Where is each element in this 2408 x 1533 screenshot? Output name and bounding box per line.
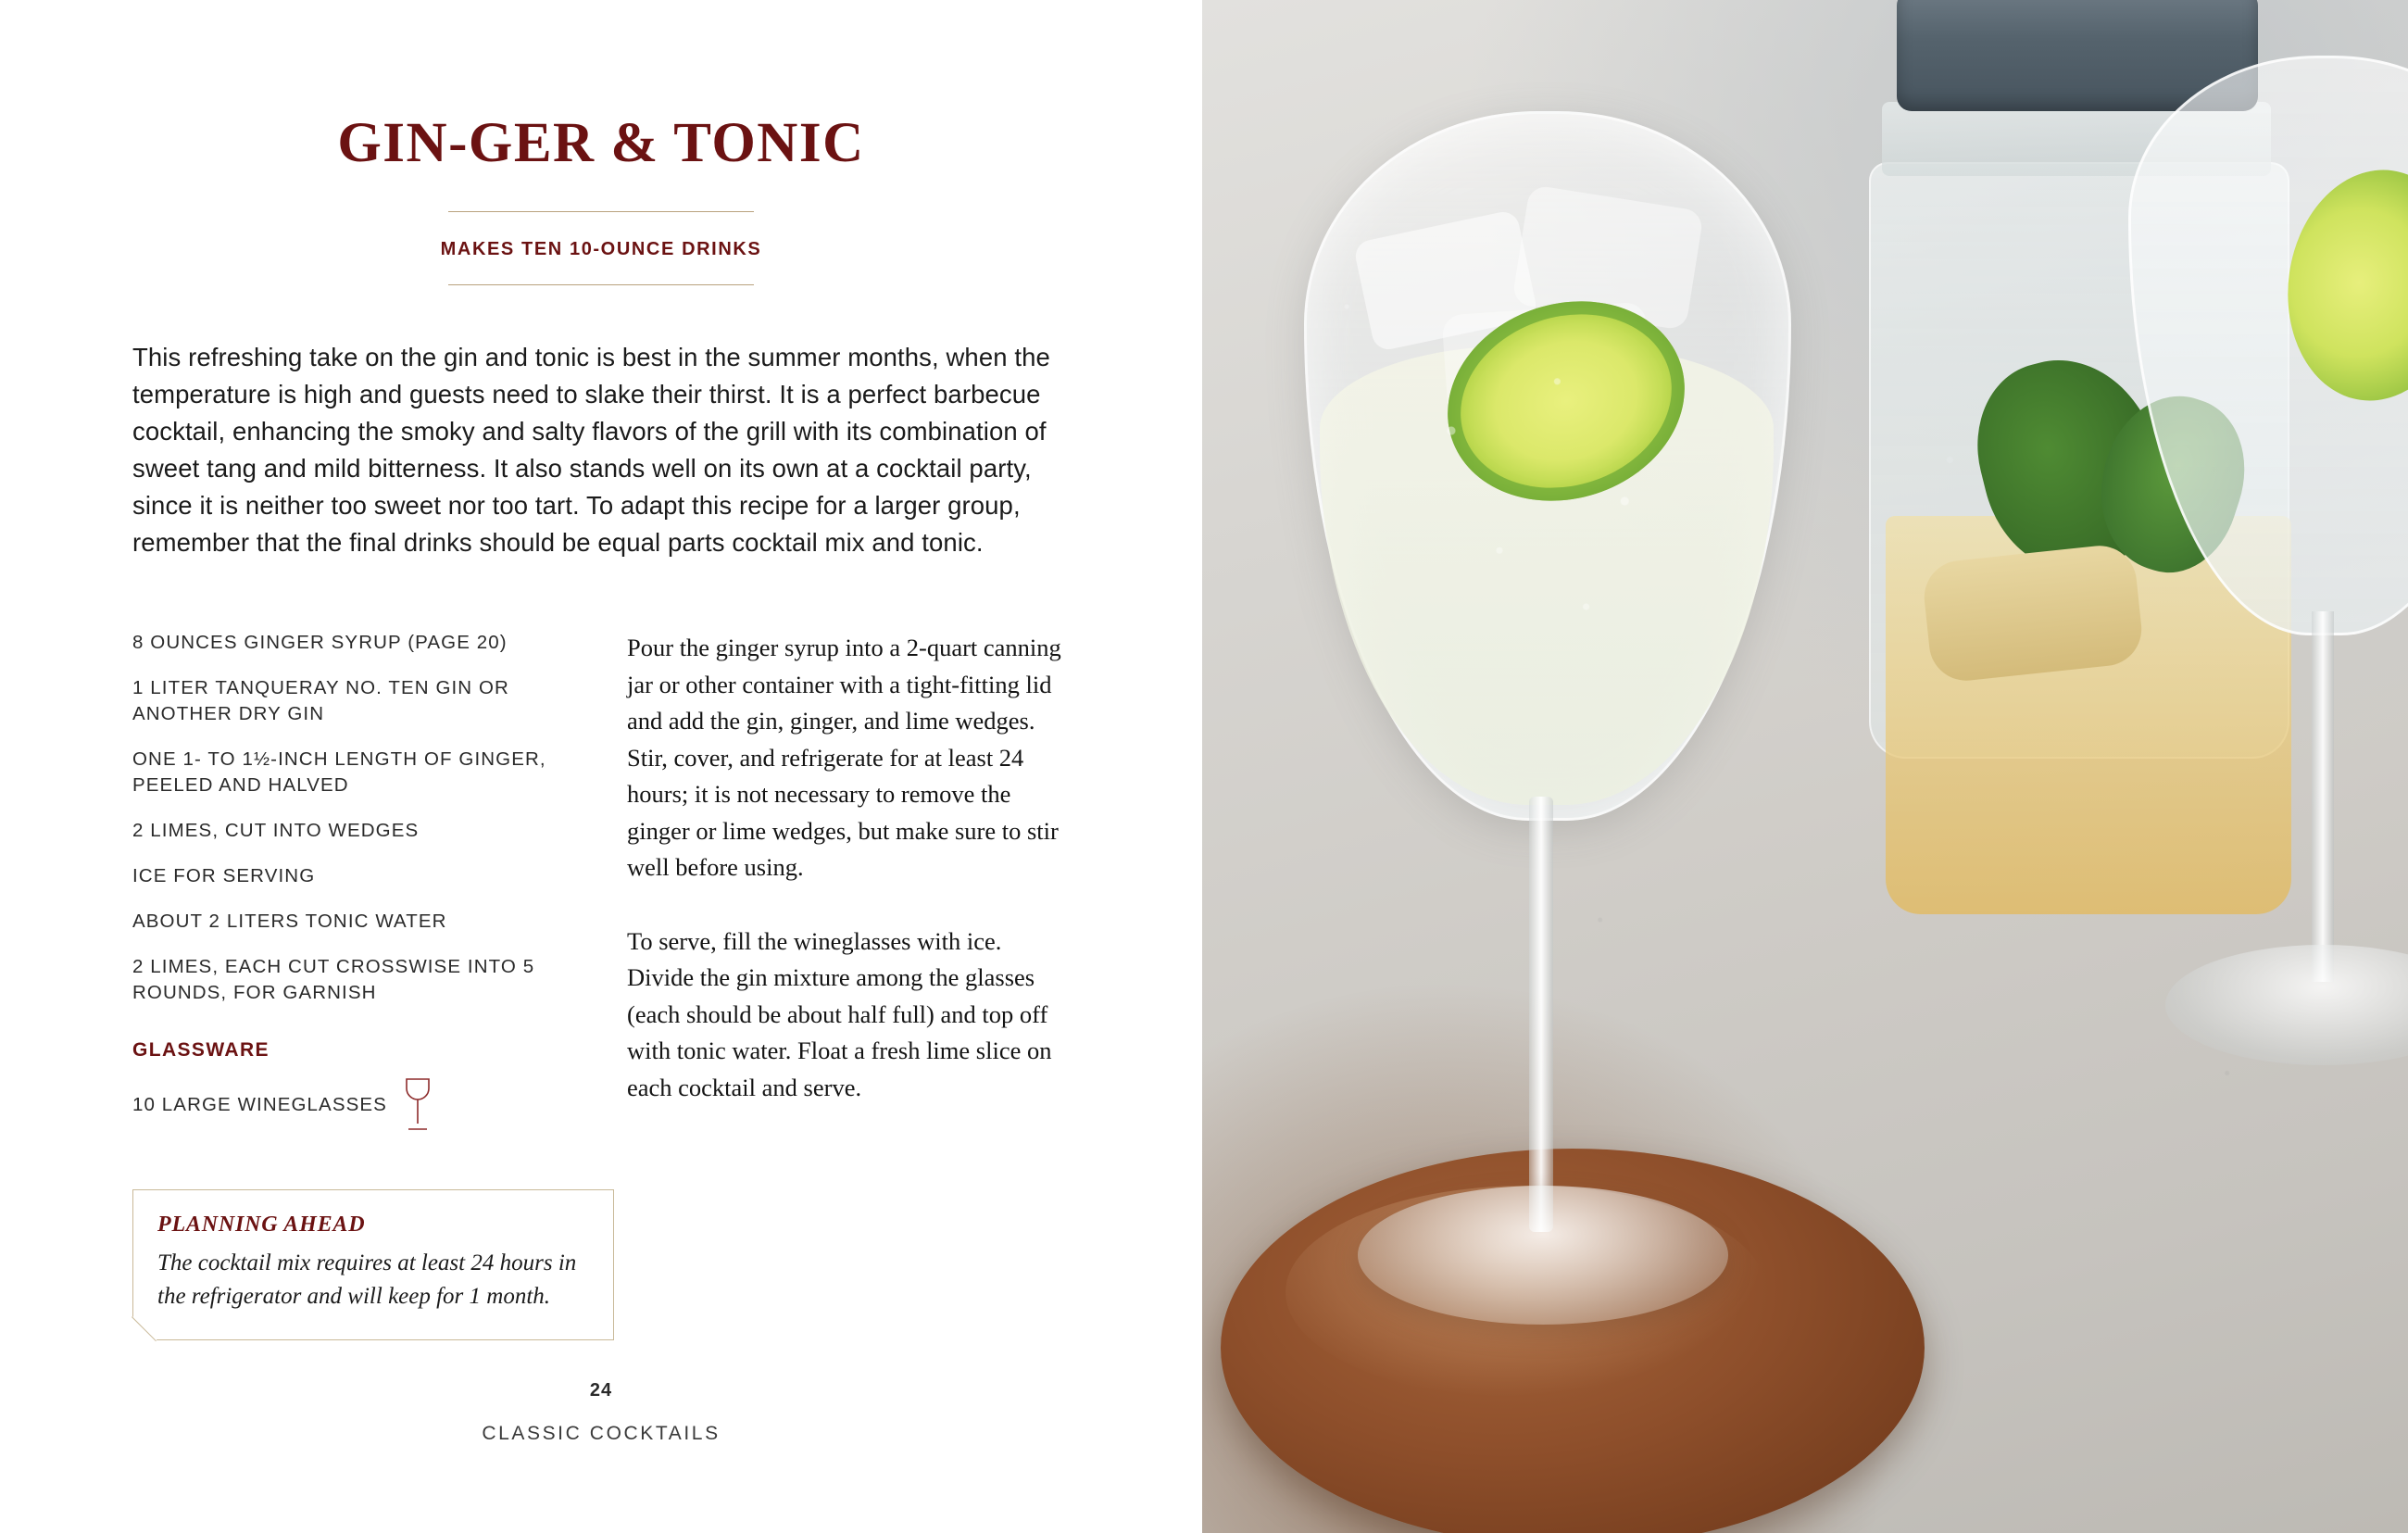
page-number: 24 bbox=[589, 1380, 613, 1401]
planning-ahead-box bbox=[132, 1189, 614, 1340]
jar-ginger-piece bbox=[1921, 542, 2145, 684]
list-item: 8 OUNCES GINGER SYRUP (PAGE 20) bbox=[132, 632, 508, 653]
glass-bowl bbox=[2128, 56, 2408, 635]
divider-bottom bbox=[448, 284, 754, 285]
glass-stem bbox=[2312, 611, 2334, 982]
glass-foot bbox=[1358, 1186, 1728, 1325]
planning-ahead-body: The cocktail mix requires at least 24 hours in the refrigerator and will keep for 1 month. bbox=[157, 1250, 577, 1309]
list-item: ONE 1- TO 1½-INCH LENGTH OF GINGER, PEELED AND HALVED bbox=[132, 748, 546, 796]
list-item: ABOUT 2 LITERS TONIC WATER bbox=[132, 911, 447, 932]
recipe-photo bbox=[1202, 0, 2408, 1533]
method-step: Pour the ginger syrup into a 2-quart canning jar or other container with a tight-fitting lid and add the gin, ginger, and lime wedges. Stir, cover, and refrigerate for at least 24 hours; it is not necessary to remove the ginger or lime wedges, but make sure to stir well before using. bbox=[627, 634, 1061, 881]
glass-bowl bbox=[1304, 111, 1791, 821]
running-head: CLASSIC COCKTAILS bbox=[482, 1423, 721, 1444]
planning-ahead-title: PLANNING AHEAD bbox=[157, 1213, 366, 1237]
recipe-page bbox=[0, 0, 1202, 1533]
foreground-wineglass bbox=[1304, 111, 1786, 1334]
wineglass-icon bbox=[402, 1076, 433, 1134]
divider-top bbox=[448, 211, 754, 212]
bubbles bbox=[1307, 114, 1788, 818]
recipe-yield: MAKES TEN 10-OUNCE DRINKS bbox=[440, 239, 762, 259]
glassware-row bbox=[132, 1076, 577, 1134]
list-item: 2 LIMES, CUT INTO WEDGES bbox=[132, 820, 420, 841]
glassware-heading: GLASSWARE bbox=[132, 1039, 270, 1061]
glassware-label: 10 LARGE WINEGLASSES bbox=[132, 1094, 387, 1115]
list-item: 1 LITER TANQUERAY NO. TEN GIN OR ANOTHER DRY GIN bbox=[132, 677, 509, 724]
list-item: ICE FOR SERVING bbox=[132, 865, 316, 886]
list-item: 2 LIMES, EACH CUT CROSSWISE INTO 5 ROUNDS, FOR GARNISH bbox=[132, 956, 535, 1003]
recipe-intro: This refreshing take on the gin and tonic is best in the summer months, when the temperature is high and guests need to slake their thirst. It is a perfect barbecue cocktail, enhancing the smoky and salty flavors of the grill with its combination of sweet tang and mild bitterness. It also stands well on its own at a cocktail party, since it is neither too sweet nor too tart. To adapt this recipe for a larger group, remember that the final drinks should be equal parts cocktail mix and tonic. bbox=[132, 342, 1050, 557]
ingredients-column bbox=[132, 630, 577, 1340]
lime-slice bbox=[2274, 158, 2408, 412]
method-column bbox=[627, 630, 1062, 1340]
page-title: GIN-GER & TONIC bbox=[337, 112, 865, 174]
glass-stem bbox=[1529, 797, 1553, 1232]
recipe-columns bbox=[132, 630, 1068, 1340]
background-wineglass bbox=[2128, 56, 2408, 1074]
glass-foot bbox=[2165, 945, 2408, 1065]
method-step: To serve, fill the wineglasses with ice. Divide the gin mixture among the glasses (each should be about half full) and top off with tonic water. Float a fresh lime slice on each cocktail and serve. bbox=[627, 926, 1052, 1101]
